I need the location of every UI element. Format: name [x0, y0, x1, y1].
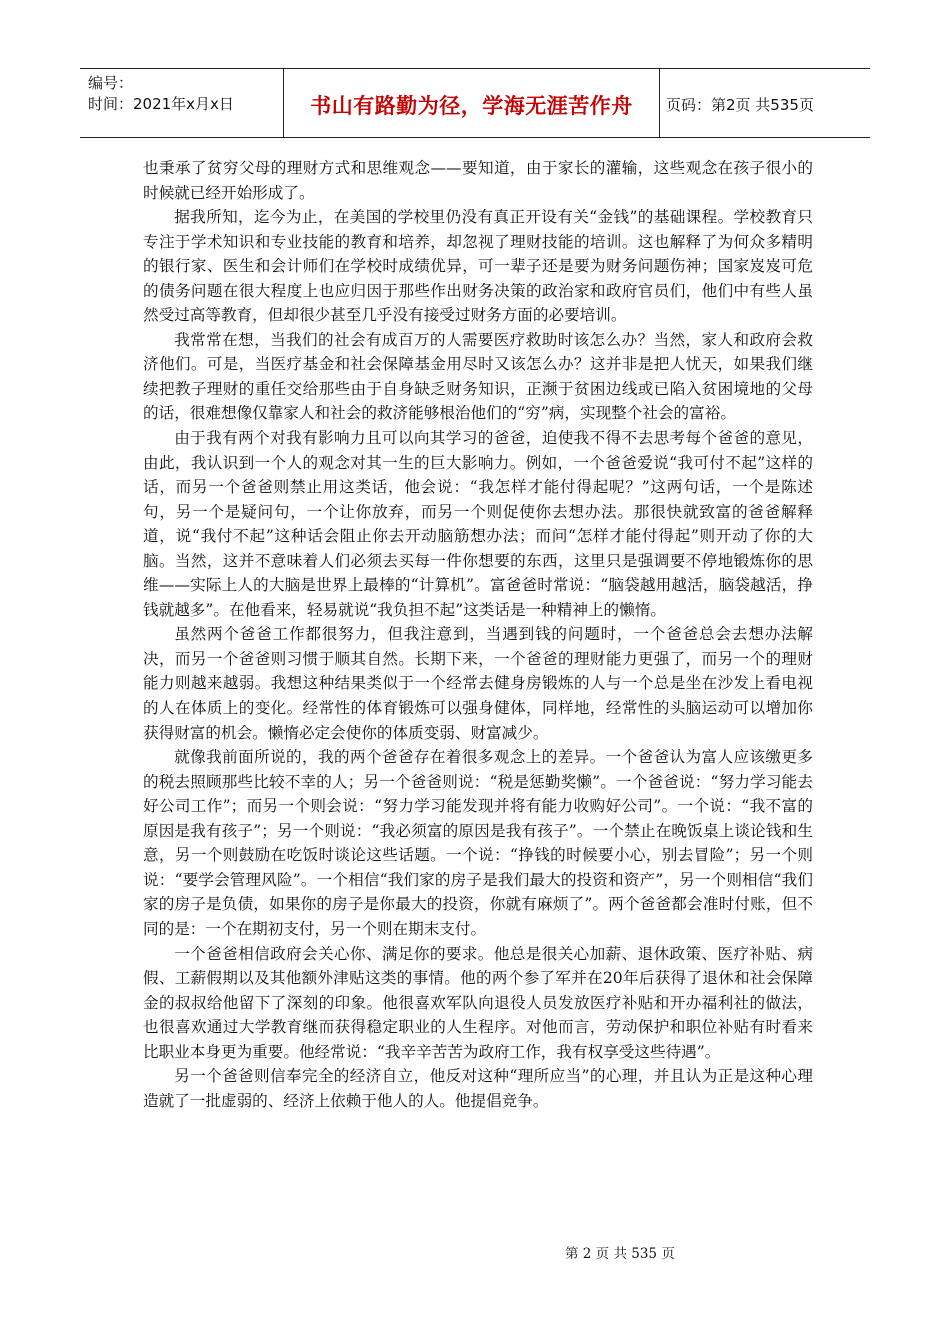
paragraph: 我常常在想，当我们的社会有成百万的人需要医疗救助时该怎么办？当然，家人和政府会救济他们。可是，当医疗基金和社会保障基金用尽时又该怎么办？这并非是把人忧天，如果我们继续把教子理财的重任交给那些由于自身缺乏财务知识，正濒于贫困边线或已陷入贫困境地的父母的话，很难想像仅靠家人和社会的救济能够根治他们的“穷”病，实现整个社会的富裕。	[143, 330, 813, 423]
paragraph-continued: 也秉承了贫穷父母的理财方式和思维观念——要知道，由于家长的灌输，这些观念在孩子很小的时候就已经开始形成了。	[143, 159, 813, 202]
paragraph: 一个爸爸相信政府会关心你、满足你的要求。他总是很关心加薪、退休政策、医疗补贴、病假、工薪假期以及其他额外津贴这类的事情。他的两个参了军并在20年后获得了退休和社会保障金的叔叔给他留下了深刻的印象。他很喜欢军队向退役人员发放医疗补贴和开办福利社的做法，也很喜欢通过大学教育继而获得稳定职业的人生程序。对他而言，劳动保护和职位补贴有时看来比职业本身更为重要。他经常说：“我辛辛苦苦为政府工作，我有权享受这些待遇”。	[143, 944, 813, 1061]
header-motto-cell	[283, 69, 660, 137]
header-page-info: 页码：第2页 共535页	[666, 95, 814, 114]
document-number-label: 编号：	[88, 74, 134, 92]
paragraph: 由于我有两个对我有影响力且可以向其学习的爸爸，迫使我不得不去思考每个爸爸的意见，由此，我认识到一个人的观念对其一生的巨大影响力。例如，一个爸爸爱说“我可付不起”这样的话，而另一个爸爸则禁止用这类话，他会说：“我怎样才能付得起呢？”这两句话，一个是陈述句，另一个是疑问句，一个让你放弃，而另一个则促使你去想办法。那很快就致富的爸爸解释道，说“我付不起”这种话会阻止你去开动脑筋想办法；而问“怎样才能付得起”则开动了你的大脑。当然，这并不意味着人们必须去买每一件你想要的东西，这里只是强调要不停地锻炼你的思维——实际上人的大脑是世界上最棒的“计算机”。富爸爸时常说：“脑袋越用越活，脑袋越活，挣钱就越多”。在他看来，轻易就说“我负担不起”这类话是一种精神上的懒惰。	[143, 429, 813, 619]
page-footer: 第 2 页 共 535 页	[565, 1246, 675, 1262]
paragraph: 另一个爸爸则信奉完全的经济自立，他反对这种“理所应当”的心理，并且认为正是这种心理造就了一批虚弱的、经济上依赖于他人的人。他提倡竞争。	[143, 1067, 813, 1110]
document-body	[143, 156, 813, 1113]
header-table	[80, 68, 870, 138]
document-date: 时间：2021年x月x日	[88, 95, 234, 113]
paragraph: 据我所知，迄今为止，在美国的学校里仍没有真正开设有关“金钱”的基础课程。学校教育只专注于学术知识和专业技能的教育和培养，却忽视了理财技能的培训。这也解释了为何众多精明的银行家、医生和会计师们在学校时成绩优异，可一辈子还是要为财务问题伤神；国家岌岌可危的债务问题在很大程度上也应归因于那些作出财务决策的政治家和政府官员们，他们中有些人虽然受过高等教育，但却很少甚至几乎没有接受过财务方面的必要培训。	[143, 208, 813, 325]
header-motto: 书山有路勤为径，学海无涯苦作舟	[310, 94, 633, 118]
paragraph: 虽然两个爸爸工作都很努力，但我注意到，当遇到钱的问题时，一个爸爸总会去想办法解决，而另一个爸爸则习惯于顺其自然。长期下来，一个爸爸的理财能力更强了，而另一个的理财能力则越来越弱。我想这种结果类似于一个经常去健身房锻炼的人与一个总是坐在沙发上看电视的人在体质上的变化。经常性的体育锻炼可以强身健体，同样地，经常性的头脑运动可以增加你获得财富的机会。懒惰必定会使你的体质变弱、财富减少。	[143, 625, 813, 742]
header-meta-cell	[80, 69, 283, 137]
header-page-cell	[660, 69, 870, 137]
paragraph: 就像我前面所说的，我的两个爸爸存在着很多观念上的差异。一个爸爸认为富人应该缴更多的税去照顾那些比较不幸的人；另一个爸爸则说：“税是惩勤奖懒”。一个爸爸说：“努力学习能去好公司工作”；而另一个则会说：“努力学习能发现并将有能力收购好公司”。一个说：“我不富的原因是我有孩子”；另一个则说：“我必须富的原因是我有孩子”。一个禁止在晚饭桌上谈论钱和生意，另一个则鼓励在吃饭时谈论这些话题。一个说：“挣钱的时候要小心，别去冒险”；另一个则说：“要学会管理风险”。一个相信“我们家的房子是我们最大的投资和资产”，另一个则相信“我们家的房子是负债，如果你的房子是你最大的投资，你就有麻烦了”。两个爸爸都会准时付账，但不同的是：一个在期初支付，另一个则在期末支付。	[143, 748, 813, 938]
